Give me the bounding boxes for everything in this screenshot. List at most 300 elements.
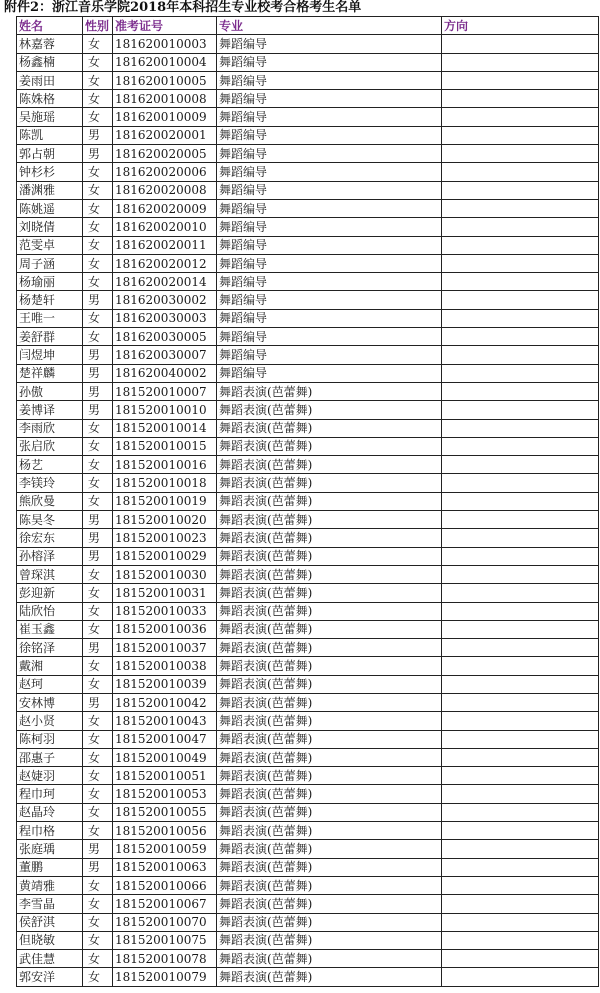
cell-major: 舞蹈表演(芭蕾舞) xyxy=(217,675,442,693)
cell-sex: 女 xyxy=(83,309,113,327)
table-row xyxy=(17,382,599,400)
table-row xyxy=(17,913,599,931)
cell-major: 舞蹈编导 xyxy=(217,236,442,254)
cell-name: 刘晓倩 xyxy=(17,218,83,236)
cell-direction xyxy=(442,53,599,71)
cell-name: 侯舒淇 xyxy=(17,913,83,931)
table-row xyxy=(17,620,599,638)
cell-direction xyxy=(442,895,599,913)
cell-name: 陈昊冬 xyxy=(17,511,83,529)
cell-major: 舞蹈编导 xyxy=(217,108,442,126)
cell-major: 舞蹈表演(芭蕾舞) xyxy=(217,382,442,400)
cell-direction xyxy=(442,913,599,931)
cell-exam-id: 181520010016 xyxy=(113,456,217,474)
cell-major: 舞蹈表演(芭蕾舞) xyxy=(217,437,442,455)
table-row xyxy=(17,419,599,437)
cell-name: 姜雨田 xyxy=(17,71,83,89)
table-row xyxy=(17,584,599,602)
cell-major: 舞蹈表演(芭蕾舞) xyxy=(217,657,442,675)
cell-major: 舞蹈表演(芭蕾舞) xyxy=(217,968,442,986)
cell-name: 曾琛淇 xyxy=(17,565,83,583)
cell-name: 李雪晶 xyxy=(17,895,83,913)
cell-exam-id: 181520010043 xyxy=(113,712,217,730)
cell-major: 舞蹈表演(芭蕾舞) xyxy=(217,840,442,858)
cell-exam-id: 181520010066 xyxy=(113,876,217,894)
cell-major: 舞蹈编导 xyxy=(217,291,442,309)
cell-direction xyxy=(442,35,599,53)
cell-sex: 女 xyxy=(83,584,113,602)
cell-name: 杨艺 xyxy=(17,456,83,474)
cell-exam-id: 181620020001 xyxy=(113,126,217,144)
cell-exam-id: 181520010015 xyxy=(113,437,217,455)
table-row xyxy=(17,126,599,144)
cell-sex: 女 xyxy=(83,931,113,949)
cell-direction xyxy=(442,328,599,346)
header-direction: 方向 xyxy=(442,17,599,35)
cell-direction xyxy=(442,785,599,803)
cell-exam-id: 181520010038 xyxy=(113,657,217,675)
cell-direction xyxy=(442,840,599,858)
cell-exam-id: 181620030005 xyxy=(113,328,217,346)
cell-sex: 女 xyxy=(83,620,113,638)
cell-name: 崔玉鑫 xyxy=(17,620,83,638)
cell-name: 陈姝格 xyxy=(17,90,83,108)
cell-sex: 女 xyxy=(83,163,113,181)
cell-exam-id: 181620030007 xyxy=(113,346,217,364)
cell-name: 邵惠子 xyxy=(17,748,83,766)
cell-direction xyxy=(442,693,599,711)
cell-name: 郭安洋 xyxy=(17,968,83,986)
cell-name: 李雨欣 xyxy=(17,419,83,437)
header-exam-id: 准考证号 xyxy=(113,17,217,35)
table-row xyxy=(17,785,599,803)
cell-name: 陈凯 xyxy=(17,126,83,144)
table-row xyxy=(17,199,599,217)
cell-exam-id: 181520010063 xyxy=(113,858,217,876)
cell-major: 舞蹈表演(芭蕾舞) xyxy=(217,511,442,529)
cell-major: 舞蹈编导 xyxy=(217,346,442,364)
table-row xyxy=(17,822,599,840)
cell-name: 陈柯羽 xyxy=(17,730,83,748)
cell-major: 舞蹈表演(芭蕾舞) xyxy=(217,767,442,785)
cell-exam-id: 181620010003 xyxy=(113,35,217,53)
cell-name: 徐宏东 xyxy=(17,529,83,547)
cell-sex: 女 xyxy=(83,328,113,346)
cell-name: 范雯卓 xyxy=(17,236,83,254)
cell-name: 熊欣曼 xyxy=(17,492,83,510)
cell-name: 安林博 xyxy=(17,693,83,711)
cell-direction xyxy=(442,181,599,199)
cell-sex: 男 xyxy=(83,382,113,400)
table-row xyxy=(17,511,599,529)
table-row xyxy=(17,71,599,89)
table-row xyxy=(17,254,599,272)
cell-name: 武佳慧 xyxy=(17,950,83,968)
cell-sex: 男 xyxy=(83,511,113,529)
table-row xyxy=(17,163,599,181)
cell-sex: 女 xyxy=(83,437,113,455)
table-row xyxy=(17,950,599,968)
cell-exam-id: 181520010007 xyxy=(113,382,217,400)
table-row xyxy=(17,730,599,748)
cell-sex: 女 xyxy=(83,876,113,894)
cell-exam-id: 181520010014 xyxy=(113,419,217,437)
cell-exam-id: 181620010008 xyxy=(113,90,217,108)
cell-direction xyxy=(442,657,599,675)
cell-major: 舞蹈表演(芭蕾舞) xyxy=(217,456,442,474)
cell-name: 赵婕羽 xyxy=(17,767,83,785)
cell-major: 舞蹈表演(芭蕾舞) xyxy=(217,730,442,748)
cell-sex: 女 xyxy=(83,657,113,675)
cell-exam-id: 181620020005 xyxy=(113,145,217,163)
cell-sex: 女 xyxy=(83,71,113,89)
cell-major: 舞蹈表演(芭蕾舞) xyxy=(217,931,442,949)
cell-name: 楚祥麟 xyxy=(17,364,83,382)
cell-exam-id: 181620020012 xyxy=(113,254,217,272)
table-row xyxy=(17,309,599,327)
cell-sex: 女 xyxy=(83,199,113,217)
cell-major: 舞蹈表演(芭蕾舞) xyxy=(217,693,442,711)
cell-direction xyxy=(442,218,599,236)
table-row xyxy=(17,145,599,163)
cell-direction xyxy=(442,199,599,217)
cell-direction xyxy=(442,767,599,785)
table-row xyxy=(17,328,599,346)
cell-major: 舞蹈表演(芭蕾舞) xyxy=(217,401,442,419)
cell-name: 杨鑫楠 xyxy=(17,53,83,71)
cell-name: 杨楚轩 xyxy=(17,291,83,309)
cell-exam-id: 181520010067 xyxy=(113,895,217,913)
cell-name: 赵小贤 xyxy=(17,712,83,730)
cell-exam-id: 181620030002 xyxy=(113,291,217,309)
cell-major: 舞蹈表演(芭蕾舞) xyxy=(217,639,442,657)
cell-name: 郭占朝 xyxy=(17,145,83,163)
cell-major: 舞蹈表演(芭蕾舞) xyxy=(217,748,442,766)
cell-direction xyxy=(442,511,599,529)
cell-major: 舞蹈编导 xyxy=(217,53,442,71)
table-row xyxy=(17,456,599,474)
cell-major: 舞蹈表演(芭蕾舞) xyxy=(217,419,442,437)
table-row xyxy=(17,547,599,565)
cell-direction xyxy=(442,803,599,821)
cell-exam-id: 181620010009 xyxy=(113,108,217,126)
cell-name: 王唯一 xyxy=(17,309,83,327)
cell-name: 闫煜坤 xyxy=(17,346,83,364)
cell-major: 舞蹈表演(芭蕾舞) xyxy=(217,620,442,638)
cell-name: 陆欣怡 xyxy=(17,602,83,620)
cell-major: 舞蹈表演(芭蕾舞) xyxy=(217,785,442,803)
cell-exam-id: 181620030003 xyxy=(113,309,217,327)
cell-direction xyxy=(442,822,599,840)
cell-major: 舞蹈编导 xyxy=(217,364,442,382)
cell-sex: 女 xyxy=(83,675,113,693)
cell-name: 潘渊雅 xyxy=(17,181,83,199)
cell-direction xyxy=(442,419,599,437)
cell-exam-id: 181520010036 xyxy=(113,620,217,638)
cell-name: 彭迎新 xyxy=(17,584,83,602)
cell-direction xyxy=(442,876,599,894)
cell-name: 姜舒群 xyxy=(17,328,83,346)
cell-exam-id: 181520010051 xyxy=(113,767,217,785)
cell-sex: 女 xyxy=(83,730,113,748)
cell-direction xyxy=(442,273,599,291)
cell-name: 钟杉杉 xyxy=(17,163,83,181)
cell-exam-id: 181520010075 xyxy=(113,931,217,949)
cell-name: 董鹏 xyxy=(17,858,83,876)
cell-major: 舞蹈编导 xyxy=(217,145,442,163)
cell-direction xyxy=(442,712,599,730)
cell-sex: 男 xyxy=(83,547,113,565)
cell-sex: 女 xyxy=(83,748,113,766)
cell-major: 舞蹈编导 xyxy=(217,328,442,346)
cell-direction xyxy=(442,456,599,474)
cell-major: 舞蹈表演(芭蕾舞) xyxy=(217,858,442,876)
cell-sex: 男 xyxy=(83,840,113,858)
cell-sex: 女 xyxy=(83,968,113,986)
table-row xyxy=(17,748,599,766)
cell-direction xyxy=(442,492,599,510)
cell-name: 但晓敏 xyxy=(17,931,83,949)
cell-direction xyxy=(442,620,599,638)
table-row xyxy=(17,565,599,583)
cell-exam-id: 181620020011 xyxy=(113,236,217,254)
cell-name: 杨瑜丽 xyxy=(17,273,83,291)
cell-direction xyxy=(442,968,599,986)
cell-direction xyxy=(442,639,599,657)
cell-major: 舞蹈编导 xyxy=(217,181,442,199)
cell-major: 舞蹈编导 xyxy=(217,35,442,53)
table-row xyxy=(17,767,599,785)
table-row xyxy=(17,693,599,711)
cell-name: 戴湘 xyxy=(17,657,83,675)
cell-sex: 女 xyxy=(83,35,113,53)
cell-sex: 男 xyxy=(83,401,113,419)
cell-major: 舞蹈编导 xyxy=(217,254,442,272)
cell-sex: 男 xyxy=(83,145,113,163)
cell-sex: 女 xyxy=(83,950,113,968)
cell-sex: 女 xyxy=(83,456,113,474)
cell-exam-id: 181520010056 xyxy=(113,822,217,840)
table-row xyxy=(17,639,599,657)
table-row xyxy=(17,529,599,547)
cell-sex: 女 xyxy=(83,90,113,108)
cell-exam-id: 181520010020 xyxy=(113,511,217,529)
cell-direction xyxy=(442,748,599,766)
table-row xyxy=(17,657,599,675)
cell-major: 舞蹈表演(芭蕾舞) xyxy=(217,895,442,913)
cell-direction xyxy=(442,254,599,272)
table-row xyxy=(17,876,599,894)
cell-name: 程巾珂 xyxy=(17,785,83,803)
cell-sex: 女 xyxy=(83,803,113,821)
cell-sex: 男 xyxy=(83,346,113,364)
cell-exam-id: 181520010079 xyxy=(113,968,217,986)
cell-exam-id: 181520010059 xyxy=(113,840,217,858)
table-body xyxy=(17,35,599,986)
cell-major: 舞蹈表演(芭蕾舞) xyxy=(217,474,442,492)
cell-sex: 女 xyxy=(83,913,113,931)
table-row xyxy=(17,53,599,71)
table-row xyxy=(17,181,599,199)
cell-direction xyxy=(442,931,599,949)
cell-direction xyxy=(442,437,599,455)
document-title: 附件2：浙江音乐学院2018年本科招生专业校考合格考生名单 xyxy=(4,0,362,15)
cell-sex: 女 xyxy=(83,181,113,199)
cell-direction xyxy=(442,309,599,327)
cell-exam-id: 181520010030 xyxy=(113,565,217,583)
cell-sex: 女 xyxy=(83,895,113,913)
cell-major: 舞蹈表演(芭蕾舞) xyxy=(217,492,442,510)
table-row xyxy=(17,291,599,309)
cell-major: 舞蹈表演(芭蕾舞) xyxy=(217,547,442,565)
cell-name: 徐铭泽 xyxy=(17,639,83,657)
cell-direction xyxy=(442,108,599,126)
header-major: 专业 xyxy=(217,17,442,35)
cell-direction xyxy=(442,547,599,565)
table-row xyxy=(17,236,599,254)
cell-sex: 女 xyxy=(83,254,113,272)
cell-sex: 男 xyxy=(83,291,113,309)
cell-major: 舞蹈编导 xyxy=(217,199,442,217)
cell-exam-id: 181520010049 xyxy=(113,748,217,766)
header-sex: 性别 xyxy=(83,17,113,35)
cell-exam-id: 181520010033 xyxy=(113,602,217,620)
table-row xyxy=(17,218,599,236)
cell-major: 舞蹈表演(芭蕾舞) xyxy=(217,584,442,602)
cell-major: 舞蹈编导 xyxy=(217,273,442,291)
table-row xyxy=(17,931,599,949)
cell-direction xyxy=(442,950,599,968)
cell-sex: 女 xyxy=(83,602,113,620)
cell-exam-id: 181520010055 xyxy=(113,803,217,821)
cell-direction xyxy=(442,126,599,144)
cell-name: 姜博译 xyxy=(17,401,83,419)
cell-major: 舞蹈表演(芭蕾舞) xyxy=(217,876,442,894)
cell-major: 舞蹈表演(芭蕾舞) xyxy=(217,950,442,968)
cell-major: 舞蹈编导 xyxy=(217,309,442,327)
table-row xyxy=(17,364,599,382)
cell-exam-id: 181520010053 xyxy=(113,785,217,803)
cell-sex: 女 xyxy=(83,492,113,510)
cell-major: 舞蹈表演(芭蕾舞) xyxy=(217,803,442,821)
cell-sex: 女 xyxy=(83,419,113,437)
table-row xyxy=(17,803,599,821)
cell-major: 舞蹈编导 xyxy=(217,218,442,236)
cell-name: 陈姚遥 xyxy=(17,199,83,217)
cell-direction xyxy=(442,163,599,181)
cell-exam-id: 181520010047 xyxy=(113,730,217,748)
table-row xyxy=(17,492,599,510)
cell-direction xyxy=(442,236,599,254)
cell-direction xyxy=(442,71,599,89)
table-row xyxy=(17,401,599,419)
table-row xyxy=(17,346,599,364)
cell-exam-id: 181520010029 xyxy=(113,547,217,565)
cell-sex: 男 xyxy=(83,126,113,144)
cell-sex: 女 xyxy=(83,767,113,785)
cell-direction xyxy=(442,382,599,400)
cell-sex: 男 xyxy=(83,693,113,711)
table-row xyxy=(17,602,599,620)
cell-major: 舞蹈编导 xyxy=(217,126,442,144)
cell-sex: 女 xyxy=(83,822,113,840)
cell-direction xyxy=(442,291,599,309)
cell-exam-id: 181520010037 xyxy=(113,639,217,657)
cell-name: 张启欣 xyxy=(17,437,83,455)
cell-name: 赵晶玲 xyxy=(17,803,83,821)
cell-sex: 女 xyxy=(83,785,113,803)
cell-major: 舞蹈表演(芭蕾舞) xyxy=(217,565,442,583)
cell-direction xyxy=(442,401,599,419)
table-row xyxy=(17,968,599,986)
cell-sex: 女 xyxy=(83,108,113,126)
table-row xyxy=(17,675,599,693)
table-row xyxy=(17,437,599,455)
cell-direction xyxy=(442,529,599,547)
cell-exam-id: 181520010070 xyxy=(113,913,217,931)
cell-sex: 男 xyxy=(83,364,113,382)
cell-exam-id: 181520010010 xyxy=(113,401,217,419)
table-row xyxy=(17,108,599,126)
cell-direction xyxy=(442,602,599,620)
table-row xyxy=(17,712,599,730)
cell-sex: 女 xyxy=(83,273,113,291)
cell-sex: 女 xyxy=(83,565,113,583)
cell-name: 张庭瑀 xyxy=(17,840,83,858)
cell-sex: 男 xyxy=(83,529,113,547)
cell-sex: 男 xyxy=(83,639,113,657)
cell-exam-id: 181520010078 xyxy=(113,950,217,968)
cell-major: 舞蹈表演(芭蕾舞) xyxy=(217,822,442,840)
candidate-table xyxy=(16,16,599,987)
table-header-row xyxy=(17,17,599,35)
cell-direction xyxy=(442,90,599,108)
cell-name: 孙榕泽 xyxy=(17,547,83,565)
cell-name: 黄靖雅 xyxy=(17,876,83,894)
cell-name: 李镁玲 xyxy=(17,474,83,492)
cell-exam-id: 181520010023 xyxy=(113,529,217,547)
cell-direction xyxy=(442,474,599,492)
cell-sex: 女 xyxy=(83,474,113,492)
cell-major: 舞蹈表演(芭蕾舞) xyxy=(217,529,442,547)
table-row xyxy=(17,90,599,108)
cell-major: 舞蹈编导 xyxy=(217,163,442,181)
table-row xyxy=(17,895,599,913)
cell-exam-id: 181520010018 xyxy=(113,474,217,492)
cell-exam-id: 181620020006 xyxy=(113,163,217,181)
cell-exam-id: 181620020014 xyxy=(113,273,217,291)
cell-sex: 女 xyxy=(83,712,113,730)
cell-exam-id: 181620020009 xyxy=(113,199,217,217)
cell-direction xyxy=(442,346,599,364)
table-row xyxy=(17,35,599,53)
cell-sex: 女 xyxy=(83,53,113,71)
cell-major: 舞蹈编导 xyxy=(217,90,442,108)
cell-direction xyxy=(442,584,599,602)
cell-name: 吴施瑶 xyxy=(17,108,83,126)
cell-exam-id: 181620020010 xyxy=(113,218,217,236)
cell-exam-id: 181620040002 xyxy=(113,364,217,382)
cell-exam-id: 181520010019 xyxy=(113,492,217,510)
cell-exam-id: 181620010004 xyxy=(113,53,217,71)
cell-direction xyxy=(442,364,599,382)
cell-direction xyxy=(442,145,599,163)
table-row xyxy=(17,858,599,876)
cell-exam-id: 181520010031 xyxy=(113,584,217,602)
cell-major: 舞蹈表演(芭蕾舞) xyxy=(217,712,442,730)
cell-name: 周子涵 xyxy=(17,254,83,272)
table-row xyxy=(17,840,599,858)
